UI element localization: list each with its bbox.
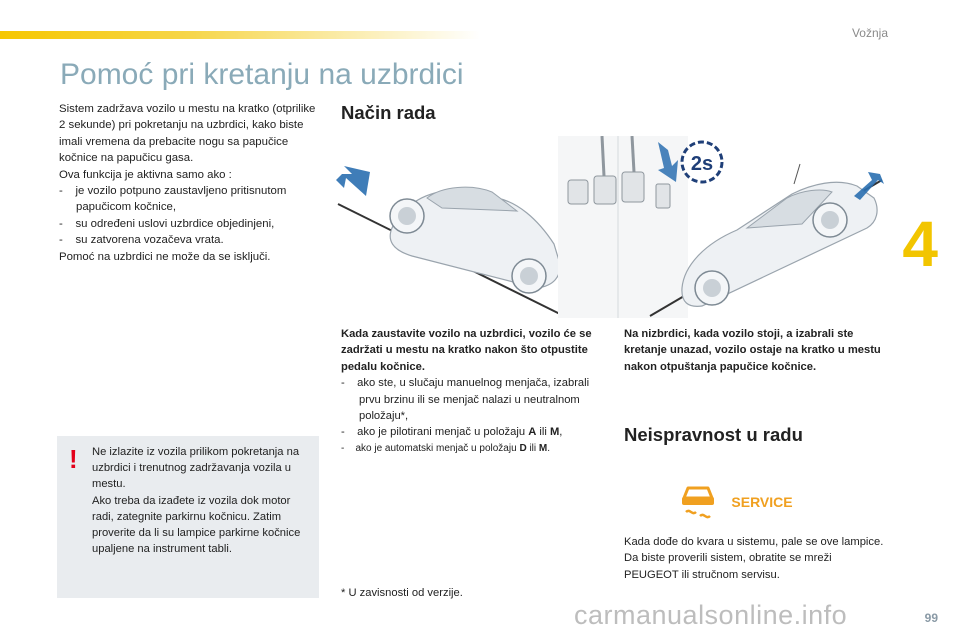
uphill-condition-item: - ako ste, u slučaju manuelnog menjača, izabrali prvu brzinu ili se menjač nalazi u neutralnom položaju*, bbox=[341, 377, 590, 423]
uphill-lead: Kada zaustavite vozilo na uzbrdici, vozilo će se zadržati u mestu na kratko nakon što otpustite pedalu kočnice. bbox=[341, 328, 592, 373]
header-accent-bar bbox=[0, 31, 480, 39]
warning-paragraph: Ako treba da izađete iz vozila dok motor radi, zategnite parkirnu kočnicu. Zatim proverite da li su lampice parkirne kočnice upaljene na instrument tabli. bbox=[92, 494, 301, 556]
warning-icon: ! bbox=[69, 444, 78, 474]
intro-note: Pomoć na uzbrdici ne može da se isključi. bbox=[59, 250, 271, 263]
warning-lamps-illustration bbox=[678, 478, 798, 522]
intro-condition-lead: Ova funkcija je aktivna samo ako : bbox=[59, 168, 232, 181]
skid-car-icon bbox=[682, 488, 714, 517]
chapter-label: Vožnja bbox=[851, 26, 888, 40]
gear-position: A bbox=[528, 426, 537, 439]
warning-text bbox=[92, 444, 314, 557]
section-heading-malfunction: Neispravnost u radu bbox=[624, 424, 803, 445]
timer-label: 2s bbox=[690, 153, 714, 175]
watermark: carmanualsonline.info bbox=[574, 600, 848, 630]
service-icon: SERVICE bbox=[731, 494, 793, 510]
malfunction-text: Kada dođe do kvara u sistemu, pale se ove lampice. Da biste proverili sistem, obratite se mreži PEUGEOT ili stručnom servisu. bbox=[624, 536, 884, 581]
intro-condition-item: - su zatvorena vozačeva vrata. bbox=[59, 234, 224, 247]
intro-paragraph: Sistem zadržava vozilo u mestu na kratko (otprilike 2 sekunde) pri pokretanju na uzbrdici, kako biste imali vremena da prebacite nogu sa papučice kočnice na papučicu gasa. bbox=[59, 103, 316, 165]
gear-position: M bbox=[538, 442, 548, 454]
gear-position: D bbox=[519, 442, 527, 454]
warning-paragraph: Ne izlazite iz vozila prilikom pokretanja na uzbrdici i trenutnog zadržavanja vozila u mestu. bbox=[92, 446, 300, 491]
hill-assist-illustration bbox=[332, 136, 888, 318]
uphill-description bbox=[341, 326, 601, 457]
timer-2s-icon bbox=[682, 142, 722, 182]
item-text: - ako je automatski menjač u položaju bbox=[341, 442, 520, 454]
page-title: Pomoć pri kretanju na uzbrdici bbox=[60, 58, 464, 91]
pedal-panel bbox=[558, 136, 688, 318]
item-text: ili bbox=[536, 426, 550, 439]
page-number: 99 bbox=[924, 611, 938, 625]
warning-box bbox=[57, 436, 319, 598]
gear-position: M bbox=[549, 426, 560, 439]
item-text: , bbox=[559, 426, 563, 439]
item-text: ili bbox=[526, 442, 539, 454]
intro-text bbox=[59, 101, 321, 265]
section-heading-operation: Način rada bbox=[341, 102, 436, 123]
item-text: - ako je pilotirani menjač u položaju bbox=[341, 426, 529, 439]
chapter-number: 4 bbox=[902, 208, 938, 280]
footnote: * U zavisnosti od verzije. bbox=[341, 587, 463, 599]
uphill-condition-item bbox=[341, 441, 601, 457]
intro-condition-item: - je vozilo potpuno zaustavljeno pritisnutom papučicom kočnice, bbox=[59, 185, 287, 214]
uphill-condition-item bbox=[341, 424, 601, 440]
downhill-description: Na nizbrdici, kada vozilo stoji, a izabrali ste kretanje unazad, vozilo ostaje na kratko u mestu nakon otpuštanja papučice kočnice. bbox=[624, 328, 881, 373]
intro-condition-item: - su određeni uslovi uzbrdice objedinjeni, bbox=[59, 217, 275, 230]
item-text: . bbox=[547, 442, 551, 454]
car-uphill-illustration bbox=[336, 166, 564, 316]
